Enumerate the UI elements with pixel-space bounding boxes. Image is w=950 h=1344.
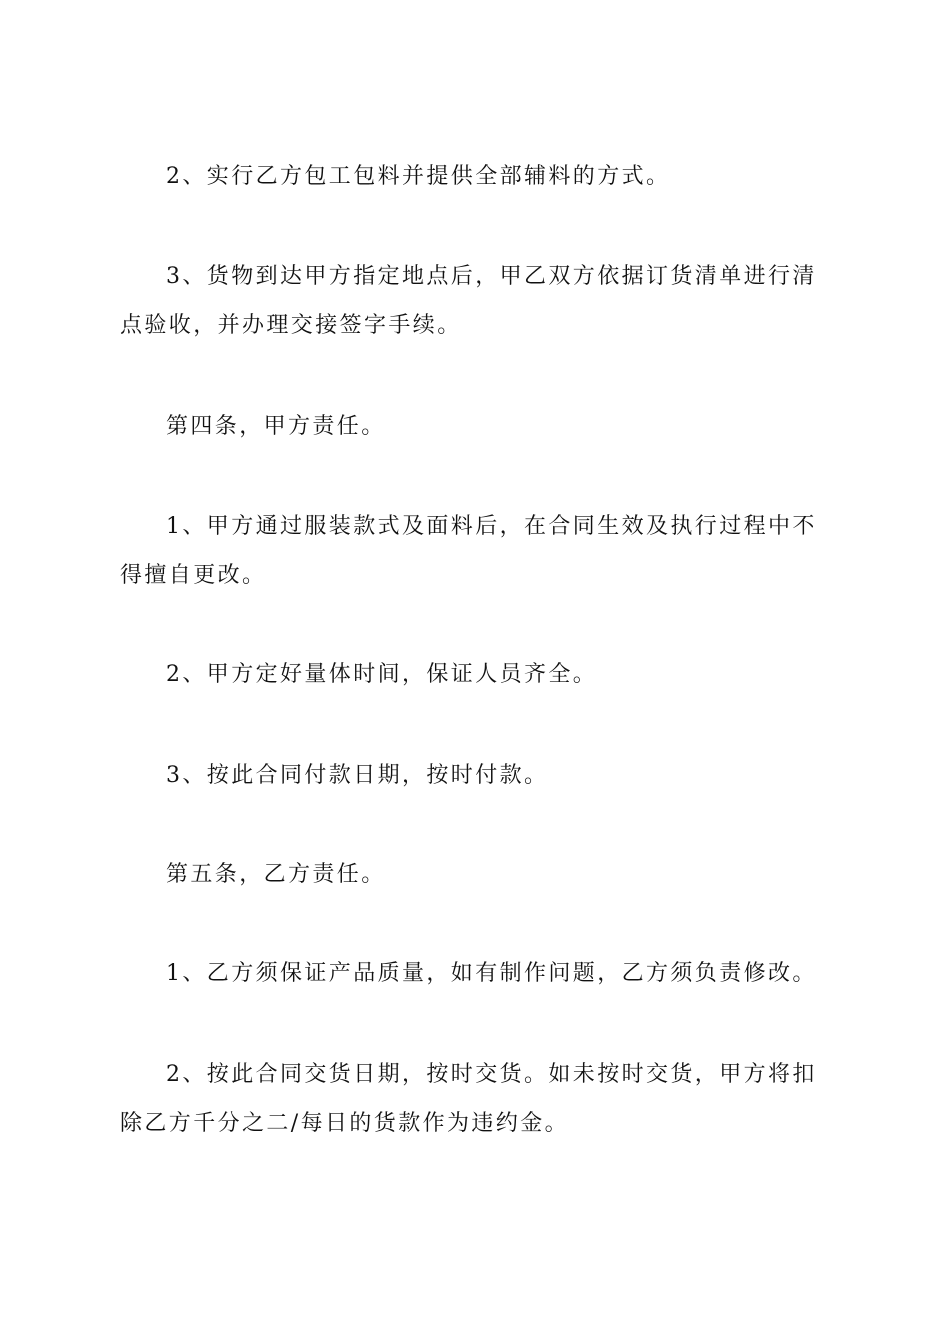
clause-3-item-3: 3、货物到达甲方指定地点后，甲乙双方依据订货清单进行清点验收，并办理交接签字手续。 <box>120 264 817 338</box>
clause-3-item-2: 2、实行乙方包工包料并提供全部辅料的方式。 <box>166 164 671 189</box>
article-4-heading: 第四条，甲方责任。 <box>166 414 386 439</box>
article-5-item-1: 1、乙方须保证产品质量，如有制作问题，乙方须负责修改。 <box>166 961 817 986</box>
article-5-heading: 第五条，乙方责任。 <box>166 862 386 887</box>
article-4-item-1: 1、甲方通过服装款式及面料后，在合同生效及执行过程中不得擅自更改。 <box>120 514 817 588</box>
article-4-item-2: 2、甲方定好量体时间，保证人员齐全。 <box>166 662 598 687</box>
article-4-item-3: 3、按此合同付款日期，按时付款。 <box>166 763 549 788</box>
article-5-item-2: 2、按此合同交货日期，按时交货。如未按时交货，甲方将扣除乙方千分之二/每日的货款作为违约金。 <box>120 1062 817 1136</box>
